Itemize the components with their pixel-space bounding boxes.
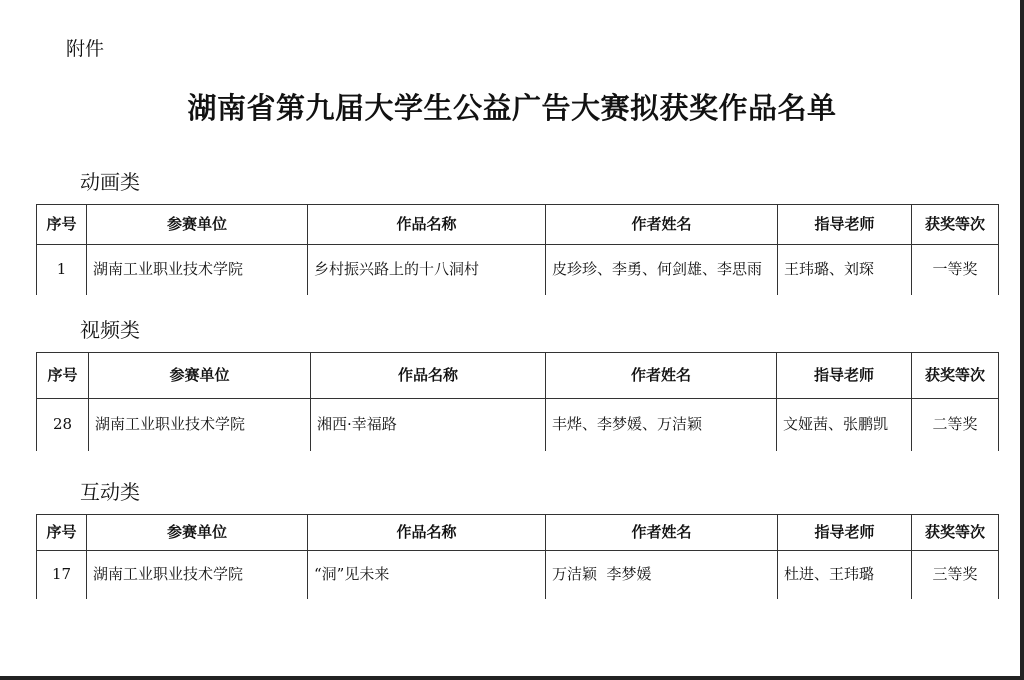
col-header-work: 作品名称 — [308, 205, 546, 245]
col-header-no: 序号 — [37, 353, 89, 399]
col-header-advisors: 指导老师 — [777, 353, 912, 399]
col-header-advisors: 指导老师 — [778, 515, 912, 551]
cell-advisors: 杜进、王玮璐 — [778, 551, 912, 599]
section-heading-video: 视频类 — [80, 318, 140, 342]
table-header-row — [37, 515, 999, 551]
cell-award: 三等奖 — [912, 551, 999, 599]
cell-advisors: 文娅茜、张鹏凯 — [777, 399, 912, 451]
col-header-no: 序号 — [37, 205, 87, 245]
attachment-label: 附件 — [66, 38, 105, 60]
cell-advisors: 王玮璐、刘琛 — [778, 245, 912, 295]
cell-authors: 万洁颖 李梦媛 — [546, 551, 778, 599]
cell-no: 1 — [37, 245, 87, 295]
cell-work: 乡村振兴路上的十八洞村 — [308, 245, 546, 295]
award-table-interactive — [36, 514, 999, 599]
page-title: 湖南省第九届大学生公益广告大赛拟获奖作品名单 — [187, 91, 837, 125]
col-header-work: 作品名称 — [308, 515, 546, 551]
col-header-advisors: 指导老师 — [778, 205, 912, 245]
cell-no: 17 — [37, 551, 87, 599]
cell-work: 湘西·幸福路 — [311, 399, 546, 451]
col-header-authors: 作者姓名 — [546, 353, 777, 399]
table-header-row — [37, 205, 999, 245]
cell-unit: 湖南工业职业技术学院 — [89, 399, 311, 451]
cell-award: 二等奖 — [912, 399, 999, 451]
col-header-award: 获奖等次 — [912, 205, 999, 245]
col-header-award: 获奖等次 — [912, 515, 999, 551]
award-table-video — [36, 352, 999, 451]
cell-unit: 湖南工业职业技术学院 — [87, 551, 308, 599]
col-header-no: 序号 — [37, 515, 87, 551]
col-header-unit: 参赛单位 — [87, 515, 308, 551]
col-header-unit: 参赛单位 — [87, 205, 308, 245]
col-header-award: 获奖等次 — [912, 353, 999, 399]
col-header-authors: 作者姓名 — [546, 515, 778, 551]
table-row — [37, 245, 999, 295]
cell-award: 一等奖 — [912, 245, 999, 295]
cell-unit: 湖南工业职业技术学院 — [87, 245, 308, 295]
col-header-authors: 作者姓名 — [546, 205, 778, 245]
award-table-animation — [36, 204, 999, 295]
table-header-row — [37, 353, 999, 399]
section-heading-animation: 动画类 — [80, 170, 140, 194]
table-row — [37, 399, 999, 451]
section-heading-interactive: 互动类 — [80, 480, 140, 504]
cell-authors: 皮珍珍、李勇、何剑雄、李思雨 — [546, 245, 778, 295]
cell-no: 28 — [37, 399, 89, 451]
cell-authors: 丰烨、李梦媛、万洁颖 — [546, 399, 777, 451]
table-row — [37, 551, 999, 599]
cell-work: “洞”见未来 — [308, 551, 546, 599]
col-header-work: 作品名称 — [311, 353, 546, 399]
col-header-unit: 参赛单位 — [89, 353, 311, 399]
